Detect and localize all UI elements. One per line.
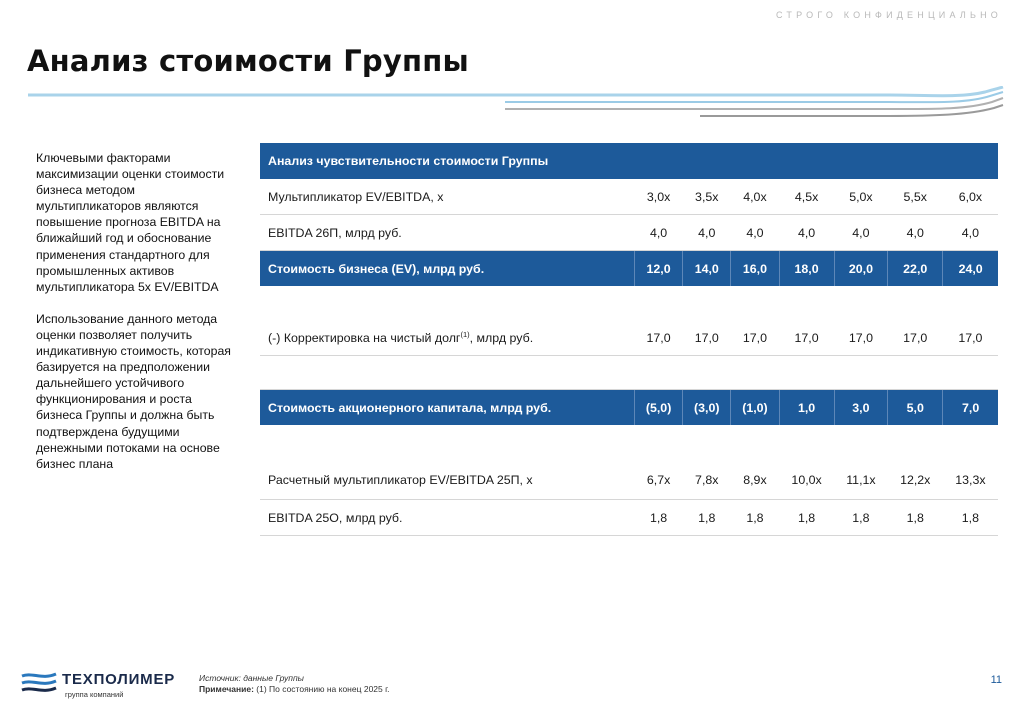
row-label: Стоимость бизнеса (EV), млрд руб. — [260, 251, 635, 287]
table-cell: 1,8 — [943, 500, 998, 536]
table-cell: 4,0 — [683, 215, 731, 251]
table-cell: 4,0 — [888, 215, 943, 251]
company-logo-subtitle: группа компаний — [65, 690, 124, 699]
table-cell: 1,0 — [779, 390, 834, 426]
page-title: Анализ стоимости Группы — [27, 44, 469, 78]
table-cell: 1,8 — [888, 500, 943, 536]
table-row-equity — [260, 390, 998, 426]
table-cell: 4,0 — [635, 215, 683, 251]
table-cell: 16,0 — [731, 251, 779, 287]
note-label: Примечание: — [199, 684, 254, 694]
table-cell: 14,0 — [683, 251, 731, 287]
table-header: Анализ чувствительности стоимости Группы — [260, 143, 998, 179]
table-row-ebitda25 — [260, 500, 998, 536]
row-label-suffix: , млрд руб. — [469, 331, 534, 346]
note-line — [199, 684, 390, 695]
commentary-paragraph-2: Использование данного метода оценки позволяет получить индикативную стоимость, которая базируется на предположении дальнейшего устойчивого функционирования и роста бизнеса Группы и должна быть подтверждена будущими денежными потоками на основе бизнес плана — [36, 311, 231, 471]
table-cell: 4,0 — [731, 215, 779, 251]
table-cell: 5,5x — [888, 179, 943, 215]
table-row-ebitda26 — [260, 215, 998, 251]
row-label: Мультипликатор EV/EBITDA, x — [260, 179, 635, 215]
table-cell: 4,0x — [731, 179, 779, 215]
table-cell: 22,0 — [888, 251, 943, 287]
table-cell: 3,0x — [635, 179, 683, 215]
spacer-cell — [260, 356, 998, 390]
table-cell: 17,0 — [834, 320, 888, 356]
table-cell: 1,8 — [731, 500, 779, 536]
table-cell: 4,0 — [779, 215, 834, 251]
row-label: EBITDA 25О, млрд руб. — [260, 500, 635, 536]
table-cell: 1,8 — [635, 500, 683, 536]
table-cell: 6,0x — [943, 179, 998, 215]
commentary-text — [36, 150, 236, 488]
table-cell: 20,0 — [834, 251, 888, 287]
table-cell: 6,7x — [635, 461, 683, 500]
table-cell: 12,2x — [888, 461, 943, 500]
row-label: EBITDA 26П, млрд руб. — [260, 215, 635, 251]
sensitivity-table — [260, 143, 998, 536]
row-label: Расчетный мультипликатор EV/EBITDA 25П, х — [260, 461, 635, 500]
table-spacer — [260, 286, 998, 320]
table-row-implied — [260, 461, 998, 500]
table-cell: (5,0) — [635, 390, 683, 426]
table-cell: 1,8 — [779, 500, 834, 536]
table-cell: 17,0 — [943, 320, 998, 356]
table-spacer — [260, 425, 998, 461]
table-cell: 17,0 — [683, 320, 731, 356]
row-label-text: (-) Корректировка на чистый долг — [268, 331, 461, 346]
table-spacer — [260, 356, 998, 390]
table-header-row — [260, 143, 998, 179]
table-cell: 11,1x — [834, 461, 888, 500]
spacer-cell — [260, 286, 998, 320]
note-text: (1) По состоянию на конец 2025 г. — [253, 684, 390, 694]
table-cell: 24,0 — [943, 251, 998, 287]
table-cell: 4,0 — [834, 215, 888, 251]
table-cell: 7,0 — [943, 390, 998, 426]
table-row-ev — [260, 251, 998, 287]
table-cell: 1,8 — [834, 500, 888, 536]
table-cell: 5,0 — [888, 390, 943, 426]
table-cell: 17,0 — [779, 320, 834, 356]
table-row-debt — [260, 320, 998, 356]
table-cell: 5,0x — [834, 179, 888, 215]
page-number: 11 — [990, 674, 1002, 686]
source-line — [199, 673, 390, 684]
row-label: Стоимость акционерного капитала, млрд руб. — [260, 390, 635, 426]
table-cell: 17,0 — [635, 320, 683, 356]
table-cell: 7,8x — [683, 461, 731, 500]
footnote-marker: (1) — [460, 329, 470, 339]
table-cell: 4,0 — [943, 215, 998, 251]
commentary-paragraph-1: Ключевыми факторами максимизации оценки стоимости бизнеса методом мультипликаторов являются повышение прогноза EBITDA на ближайший год и обоснование применения стандартного для промышленных активов мультипликатора 5х EV/EBITDA — [36, 151, 225, 294]
table-cell: 1,8 — [683, 500, 731, 536]
company-logo-name: ТЕХПОЛИМЕР — [62, 671, 176, 688]
table-cell: 4,5x — [779, 179, 834, 215]
table-cell: 17,0 — [888, 320, 943, 356]
table-cell: (1,0) — [731, 390, 779, 426]
table-cell: 18,0 — [779, 251, 834, 287]
source-label: Источник: — [199, 673, 241, 683]
table-cell: 8,9x — [731, 461, 779, 500]
spacer-cell — [260, 425, 998, 461]
table-cell: 17,0 — [731, 320, 779, 356]
table-row-multiple — [260, 179, 998, 215]
source-text: данные Группы — [240, 673, 304, 683]
table-cell: 3,5x — [683, 179, 731, 215]
table-cell: 10,0x — [779, 461, 834, 500]
row-label — [260, 320, 635, 356]
source-note — [199, 673, 390, 695]
decorative-waves — [0, 86, 1024, 126]
confidential-label: СТРОГО КОНФИДЕНЦИАЛЬНО — [776, 10, 1002, 20]
table-cell: 13,3x — [943, 461, 998, 500]
table-cell: (3,0) — [683, 390, 731, 426]
table-cell: 12,0 — [635, 251, 683, 287]
table-cell: 3,0 — [834, 390, 888, 426]
